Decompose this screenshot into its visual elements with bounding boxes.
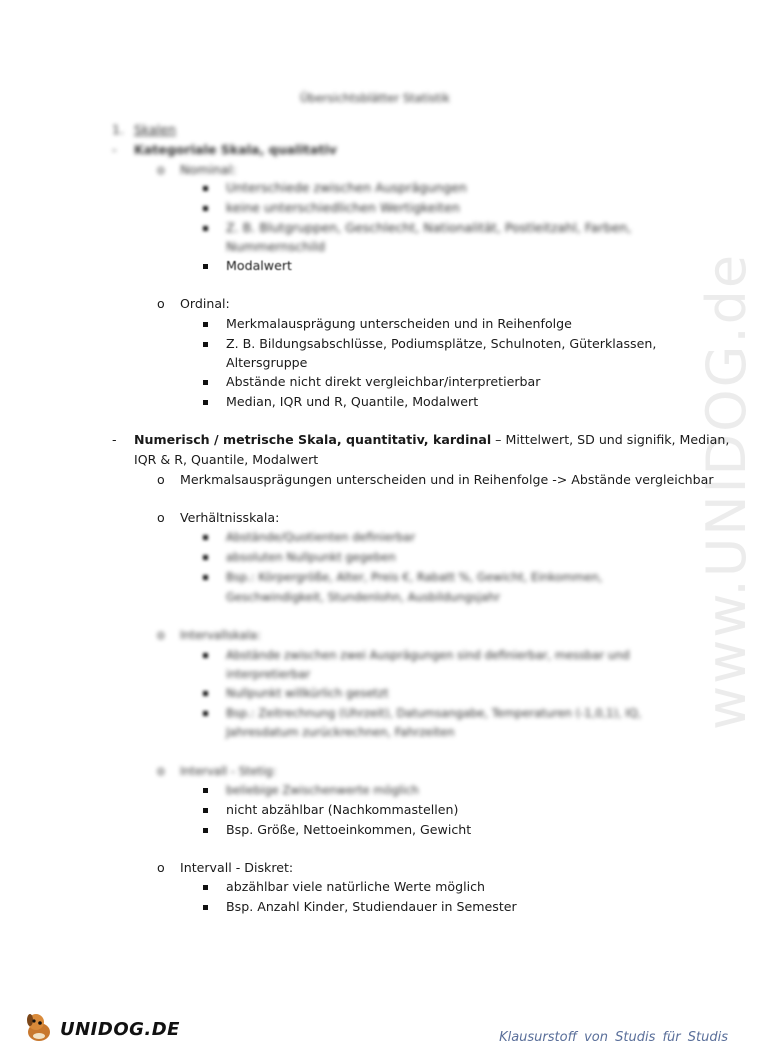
interval-item: Bsp.: Zeitrechnung (Uhrzeit), Datumsangabe, Temperaturen (-1,0,1), IQ, <box>226 706 642 720</box>
circle-marker: o <box>157 510 165 525</box>
ratio-item: Abstände/Quotienten definierbar <box>226 530 416 544</box>
square-bullet-icon <box>203 567 208 587</box>
dash-marker: - <box>112 142 117 157</box>
ordinal-item: Median, IQR und R, Quantile, Modalwert <box>226 394 479 409</box>
square-bullet-icon <box>203 820 208 840</box>
interval-label: Intervallskala: <box>180 628 261 642</box>
ratio-item-cont: Geschwindigkeit, Stundenlohn, Ausbildungsjahr <box>226 590 501 604</box>
square-bullet-icon <box>203 897 208 917</box>
interval-item: Abstände zwischen zwei Ausprägungen sind definierbar, messbar und <box>226 648 630 662</box>
numeric-heading-cont: IQR & R, Quantile, Modalwert <box>134 452 319 467</box>
categorical-heading: Kategoriale Skala, qualitativ <box>134 142 337 157</box>
ratio-label: Verhältnisskala: <box>180 510 280 525</box>
nominal-item: Modalwert <box>226 258 292 273</box>
circle-marker: o <box>157 472 165 487</box>
square-bullet-icon <box>203 703 208 723</box>
nominal-item: Z. B. Blutgruppen, Geschlecht, Nationalität, Postleitzahl, Farben, <box>226 220 632 235</box>
discrete-label: Intervall - Diskret: <box>180 860 294 875</box>
square-bullet-icon <box>203 645 208 665</box>
nominal-label: Nominal: <box>180 162 237 177</box>
dash-marker: - <box>112 432 117 447</box>
square-bullet-icon <box>203 547 208 567</box>
ordinal-item: Abstände nicht direkt vergleichbar/interpretierbar <box>226 374 541 389</box>
circle-marker: o <box>157 162 165 177</box>
circle-marker: o <box>157 296 165 311</box>
square-bullet-icon <box>203 392 208 412</box>
circle-marker: o <box>157 627 165 642</box>
ordinal-item-cont: Altersgruppe <box>226 355 308 370</box>
square-bullet-icon <box>203 683 208 703</box>
interval-item-cont: interpretierbar <box>226 667 311 681</box>
discrete-item: Bsp. Anzahl Kinder, Studiendauer in Semester <box>226 899 517 914</box>
circle-marker: o <box>157 860 165 875</box>
interval-item: Nullpunkt willkürlich gesetzt <box>226 686 389 700</box>
square-bullet-icon <box>203 314 208 334</box>
nominal-item: Unterschiede zwischen Ausprägungen <box>226 180 467 195</box>
ratio-item: Bsp.: Körpergröße, Alter, Preis €, Rabatt %, Gewicht, Einkommen, <box>226 570 603 584</box>
square-bullet-icon <box>203 256 208 276</box>
document-title: Übersichtsblätter Statistik <box>300 91 450 105</box>
continuous-item: Bsp. Größe, Nettoeinkommen, Gewicht <box>226 822 472 837</box>
square-bullet-icon <box>203 334 208 354</box>
section-title: Skalen <box>134 122 177 137</box>
square-bullet-icon <box>203 198 208 218</box>
discrete-item: abzählbar viele natürliche Werte möglich <box>226 879 486 894</box>
continuous-item: nicht abzählbar (Nachkommastellen) <box>226 802 459 817</box>
square-bullet-icon <box>203 527 208 547</box>
ordinal-item: Merkmalausprägung unterscheiden und in Reihenfolge <box>226 316 572 331</box>
interval-item-cont: Jahresdatum zurückrechnen, Fahrzeiten <box>226 725 455 739</box>
numeric-point: Merkmalsausprägungen unterscheiden und in Reihenfolge -> Abstände vergleichbar <box>180 472 714 487</box>
ordinal-item: Z. B. Bildungsabschlüsse, Podiumsplätze, Schulnoten, Güterklassen, <box>226 336 657 351</box>
square-bullet-icon <box>203 780 208 800</box>
ratio-item: absoluten Nullpunkt gegeben <box>226 550 396 564</box>
square-bullet-icon <box>203 178 208 198</box>
footer-tagline: Klausurstoff von Studis für Studis <box>499 1030 728 1045</box>
square-bullet-icon <box>203 372 208 392</box>
numeric-heading <box>134 430 729 450</box>
footer-logo <box>22 1010 180 1048</box>
square-bullet-icon <box>203 218 208 238</box>
dog-mascot-icon <box>22 1010 56 1048</box>
continuous-label: Intervall - Stetig: <box>180 764 277 778</box>
logo-text: UNIDOG.DE <box>60 1018 180 1040</box>
section-number: 1. <box>112 122 125 137</box>
square-bullet-icon <box>203 800 208 820</box>
nominal-item: keine unterschiedlichen Wertigkeiten <box>226 200 460 215</box>
watermark: www.UNIDOG.de <box>695 252 758 730</box>
numeric-heading-rest: – Mittelwert, SD und signifik, Median, <box>491 432 730 447</box>
nominal-item-cont: Nummernschild <box>226 239 326 254</box>
square-bullet-icon <box>203 877 208 897</box>
ordinal-label: Ordinal: <box>180 296 230 311</box>
circle-marker: o <box>157 763 165 778</box>
numeric-heading-bold: Numerisch / metrische Skala, quantitativ, kardinal <box>134 432 492 447</box>
continuous-item: beliebige Zwischenwerte möglich <box>226 783 419 797</box>
